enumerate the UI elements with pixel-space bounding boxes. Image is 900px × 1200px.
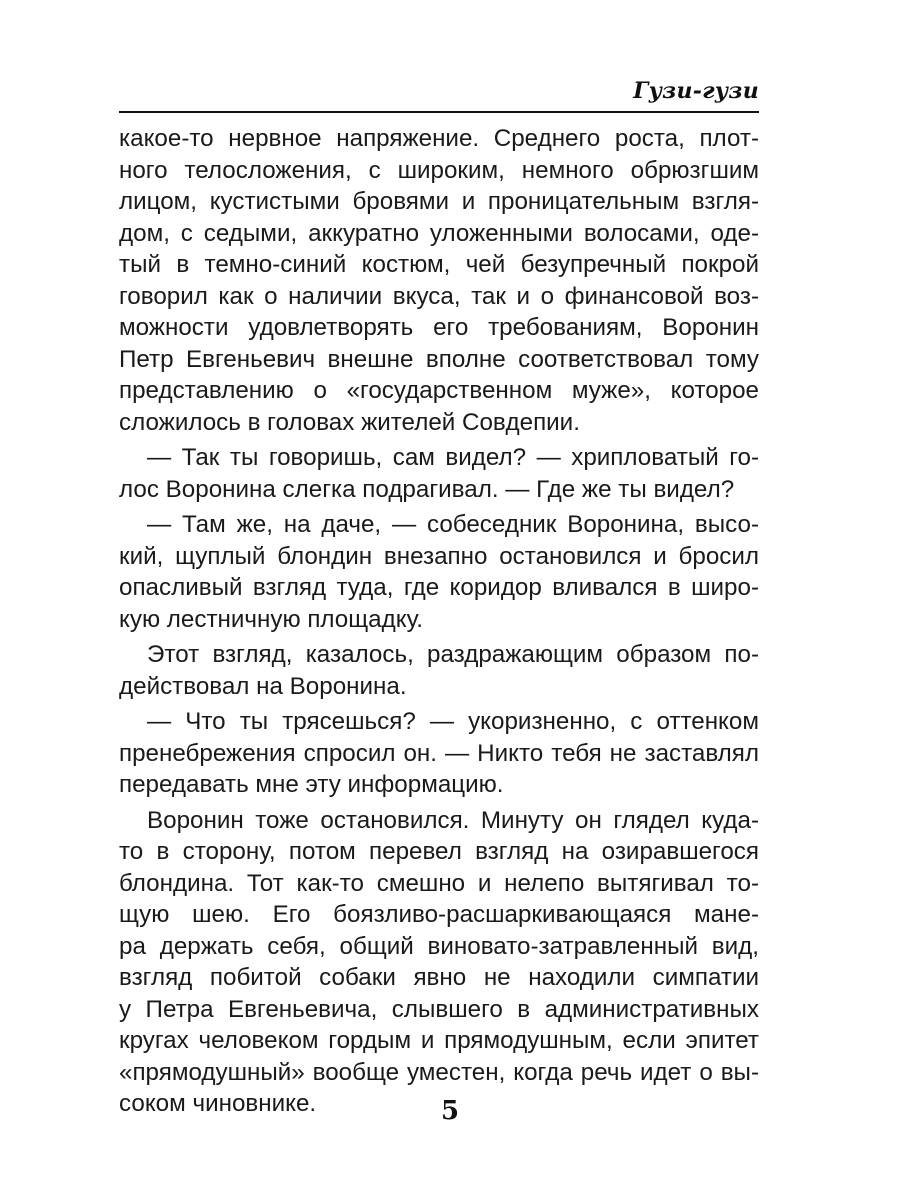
text-line: соком чиновнике. — [119, 1090, 317, 1117]
text-line: тый в темно-синий костюм, чей безупречный покрой — [119, 251, 759, 278]
paragraph — [119, 442, 759, 505]
text-line: пренебрежения спросил он. — Никто тебя не заставлял — [119, 739, 759, 767]
text-line: кругах человеком гордым и прямодушным, если эпитет — [119, 1027, 759, 1054]
text-line: действовал на Воронина. — [119, 672, 407, 700]
text-line: — Что ты трясешься? — укоризненно, с оттенком — [147, 708, 759, 735]
text-line: кий, щуплый блондин внезапно остановился и бросил — [119, 542, 759, 570]
text-line: Воронин тоже остановился. Минуту он глядел куда- — [147, 806, 759, 834]
text-line: дом, с седыми, аккуратно уложенными волосами, оде- — [119, 219, 759, 247]
paragraph — [119, 805, 759, 1120]
text-line: можности удовлетворять его требованиям, Воронин — [119, 314, 759, 341]
text-line: блондина. Тот как-то смешно и нелепо вытягивал то- — [119, 869, 759, 897]
text-line: какое-то нервное напряжение. Среднего роста, плот- — [119, 125, 759, 152]
running-title: Гузи-гузи — [633, 78, 759, 104]
text-line: то в сторону, потом перевел взгляд на озиравшегося — [119, 838, 759, 865]
text-line: «прямодушный» вообще уместен, когда речь идет о вы- — [119, 1058, 759, 1086]
text-line: Петр Евгеньевич внешне вполне соответствовал тому — [119, 345, 759, 373]
text-line: сложилось в головах жителей Совдепии. — [119, 408, 580, 436]
paragraph — [119, 509, 759, 635]
text-line: — Так ты говоришь, сам видел? — хрипловатый го- — [147, 444, 759, 471]
page-number: 5 — [440, 1096, 460, 1126]
text-line: щую шею. Его боязливо-расшаркивающаяся мане- — [119, 901, 759, 928]
text-line: опасливый взгляд туда, где коридор вливался в широ- — [119, 574, 759, 601]
body-text — [119, 123, 759, 1120]
paragraph — [119, 706, 759, 801]
text-line: у Петра Евгеньевича, слывшего в административных — [119, 995, 759, 1023]
paragraph — [119, 639, 759, 702]
text-line: лицом, кустистыми бровями и проницательным взгля- — [119, 188, 759, 215]
text-line: говорил как о наличии вкуса, так и о финансовой воз- — [119, 282, 759, 310]
text-line: взгляд побитой собаки явно не находили симпатии — [119, 964, 759, 991]
text-line: ра держать себя, общий виновато-затравленный вид, — [119, 932, 759, 960]
text-line: — Там же, на даче, — собеседник Воронина, высо- — [147, 511, 759, 538]
text-line: кую лестничную площадку. — [119, 605, 423, 633]
text-line: передавать мне эту информацию. — [119, 771, 504, 798]
text-line: лос Воронина слегка подрагивал. — Где же ты видел? — [119, 475, 735, 503]
header-rule — [119, 111, 759, 113]
text-line: ного телосложения, с широким, немного обрюзгшим — [119, 156, 759, 184]
text-line: Этот взгляд, казалось, раздражающим образом по- — [147, 641, 759, 668]
text-line: представлению о «государственном муже», которое — [119, 377, 759, 404]
paragraph — [119, 123, 759, 438]
